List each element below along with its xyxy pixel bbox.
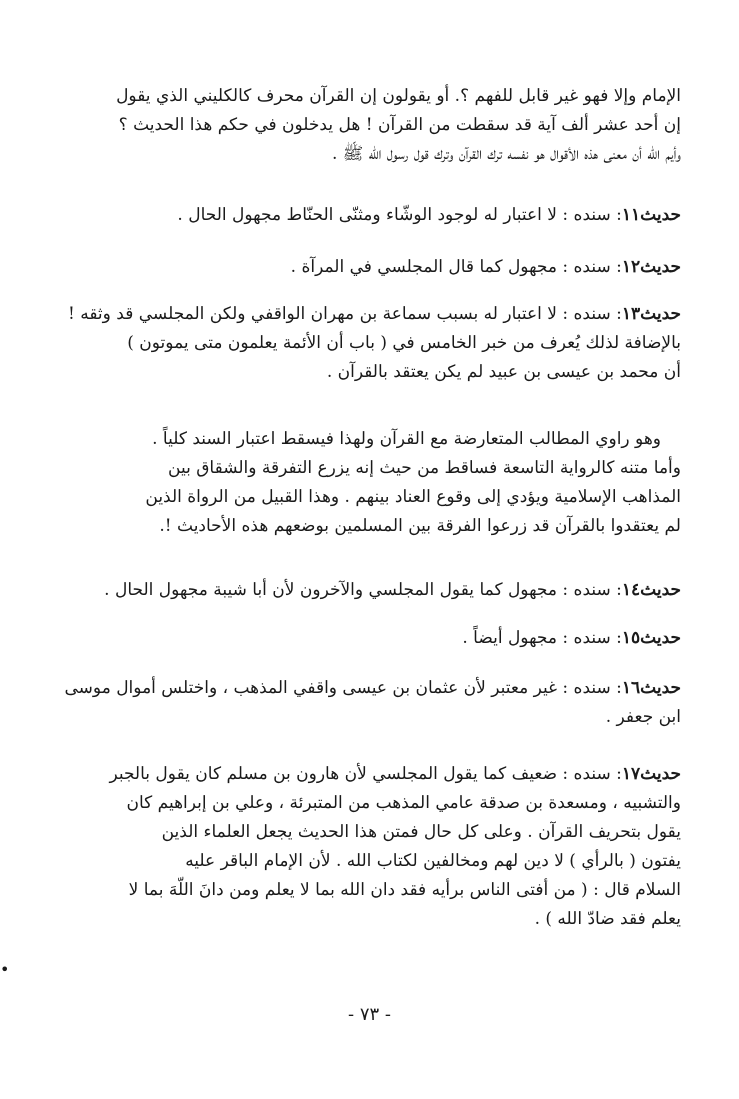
hadith-11-entry [58,201,681,230]
text-line: وهو راوي المطالب المتعارضة مع القرآن ولهذا فيسقط اعتبار السند كلياً . [152,429,661,449]
hadith-label: حديث١٣ [621,304,681,324]
text-line [58,300,681,329]
text-line: بالإضافة لذلك يُعرف من خبر الخامس في ( باب أن الأئمة يعلمون متى يموتون ) [127,333,681,353]
hadith-label: حديث١١ [621,205,681,225]
hadith-16-entry [58,674,681,732]
hadith-text: : سنده : مجهول كما قال المجلسي في المرآة . [290,257,622,277]
commentary-paragraph [58,425,681,541]
hadith-13-entry [58,300,681,387]
hadith-label: حديث١٧ [621,764,681,784]
text-line: المذاهب الإسلامية ويؤدي إلى وقوع العناد بينهم . وهذا القبيل من الرواة الذين [145,487,681,507]
hadith-text: : سنده : غير معتبر لأن عثمان بن عيسى واقفي المذهب ، واختلس أموال موسى [64,678,622,698]
hadith-15-entry [58,624,681,653]
hadith-label: حديث١٥ [621,628,681,648]
text-line: ابن جعفر . [605,707,681,727]
hadith-text: : سنده : لا اعتبار له بسبب سماعة بن مهران الواقفي ولكن المجلسي قد وثقه ! [67,304,622,324]
text-line: إن أحد عشر ألف آية قد سقطت من القرآن ! هل يدخلون في حكم هذا الحديث ؟ [118,115,681,135]
text-line: لم يعتقدوا بالقرآن قد زرعوا الفرقة بين المسلمين بوضعهم هذه الأحاديث !. [159,516,681,536]
text-line [58,201,681,230]
hadith-text: : سنده : ضعيف كما يقول المجلسي لأن هارون بن مسلم كان يقول بالجبر [109,764,622,784]
text-line [58,576,681,605]
hadith-14-entry [58,576,681,605]
text-line: يفتون ( بالرأي ) لا دين لهم ومخالفين لكتاب الله . لأن الإمام الباقر عليه [185,851,681,871]
page-number: - ٧٣ - [348,1004,391,1025]
text-line: أن محمد بن عيسى بن عبيد لم يكن يعتقد بالقرآن . [326,362,681,382]
hadith-text: : سنده : لا اعتبار له لوجود الوشّاء ومثنّى الحنّاط مجهول الحال . [177,205,622,225]
text-line [58,674,681,703]
hadith-text: : سنده : مجهول كما يقول المجلسي والآخرون لأن أبا شيبة مجهول الحال . [104,580,622,600]
text-line: السلام قال : ( من أفتى الناس برأيه فقد دان الله بما لا يعلم ومن دانَ اللّهَ بما لا [128,880,681,900]
text-line: والتشبيه ، ومسعدة بن صدقة عامي المذهب من المتبرئة ، وعلي بن إبراهيم كان [126,793,681,813]
hadith-17-entry [58,760,681,934]
hadith-label: حديث١٢ [621,257,681,277]
text-line: يعلم فقد ضادّ الله ) . [534,909,681,929]
hadith-label: حديث١٤ [621,580,681,600]
text-line: وأيم الله أن معنى هذه الأقوال هو نفسه ترك القرآن وترك قول رسول الله ﷺ . [331,144,681,164]
text-line: وأما متنه كالرواية التاسعة فساقط من حيث إنه يزرع التفرقة والشقاق بين [168,458,681,478]
margin-mark: • [0,960,10,979]
hadith-label: حديث١٦ [621,678,681,698]
hadith-12-entry [58,253,681,282]
intro-paragraph [58,82,681,169]
text-line [58,760,681,789]
text-line: يقول بتحريف القرآن . وعلى كل حال فمتن هذا الحديث يجعل العلماء الذين [161,822,681,842]
text-line [58,253,681,282]
text-line: الإمام وإلا فهو غير قابل للفهم ؟. أو يقولون إن القرآن محرف كالكليني الذي يقول [116,86,681,106]
hadith-text: : سنده : مجهول أيضاً . [462,628,622,648]
text-line [58,624,681,653]
